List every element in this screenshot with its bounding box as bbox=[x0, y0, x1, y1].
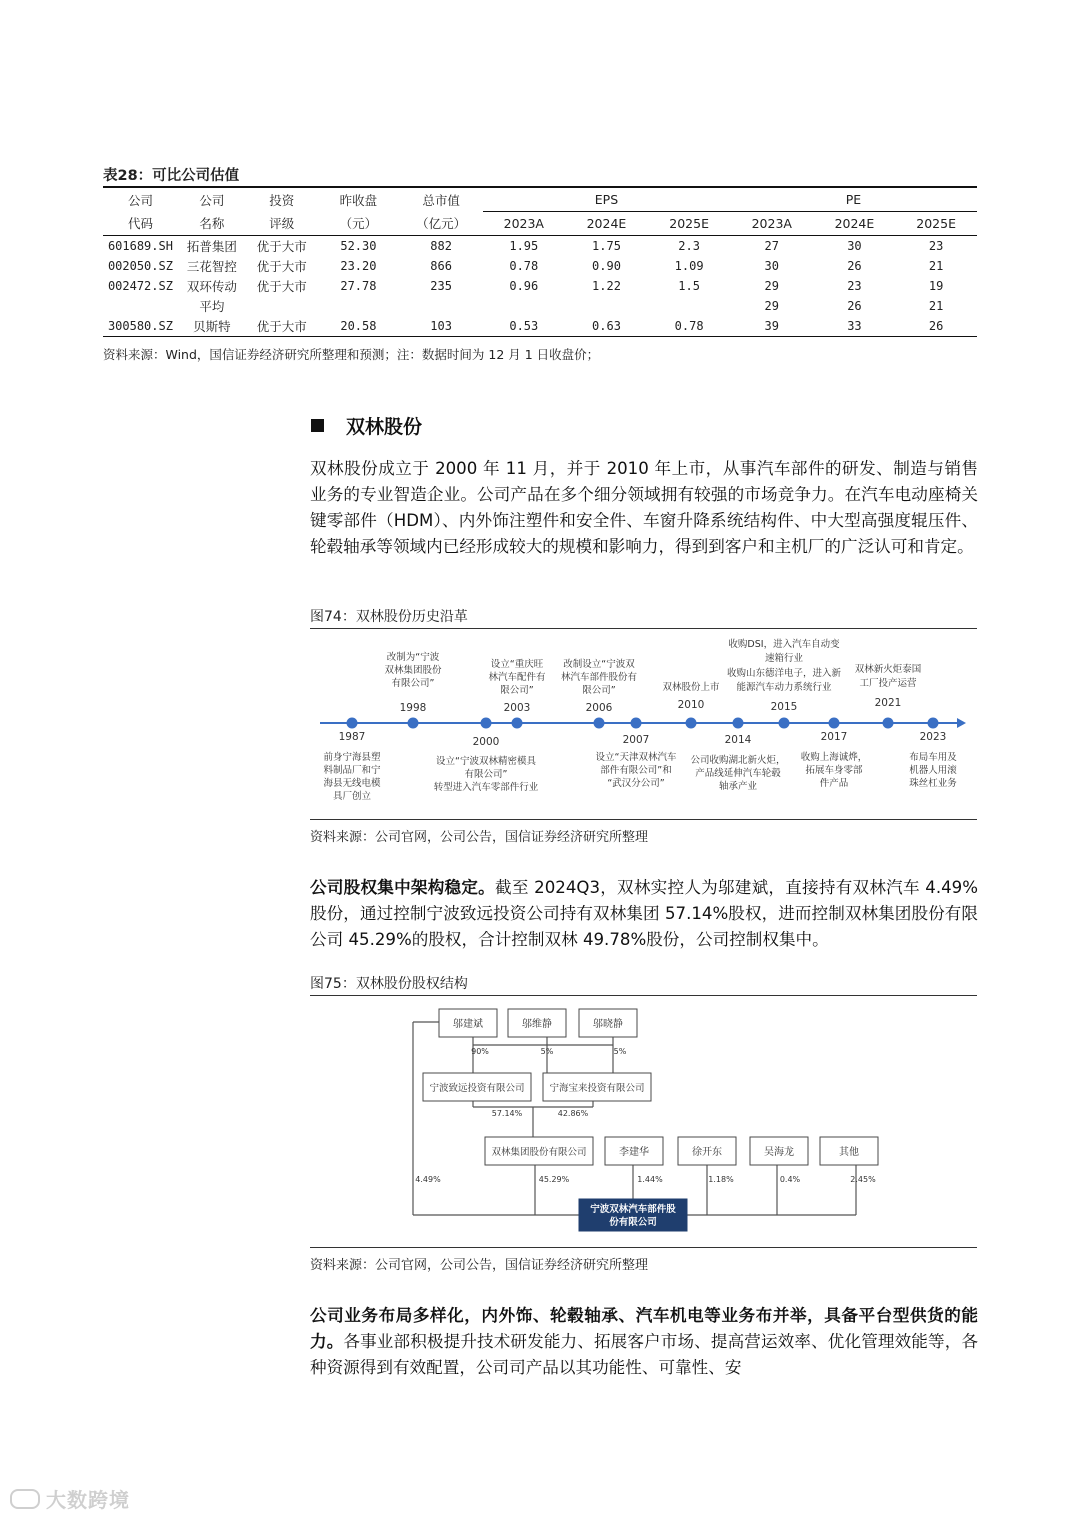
cell: 300580.SZ bbox=[103, 316, 178, 337]
cell: 优于大市 bbox=[246, 316, 318, 337]
timeline-event-text: 有限公司” bbox=[464, 769, 508, 780]
cell: 235 bbox=[430, 279, 452, 293]
cell: 103 bbox=[399, 316, 483, 337]
pct-label: 4.49% bbox=[415, 1175, 441, 1184]
divider bbox=[310, 628, 977, 629]
table-title: 表28：可比公司估值 bbox=[103, 168, 240, 184]
timeline-dot bbox=[594, 718, 605, 729]
cell: 26 bbox=[895, 316, 977, 337]
cell: 002472.SZ bbox=[107, 279, 173, 293]
header-cell: （亿元） bbox=[399, 212, 483, 236]
pct-label: 5% bbox=[540, 1047, 554, 1056]
watermark-logo-icon bbox=[10, 1489, 40, 1509]
cell bbox=[483, 296, 565, 316]
cell: 优于大市 bbox=[256, 279, 307, 294]
header-cell: 总市值 bbox=[399, 187, 483, 212]
timeline-event-text: 布局车用及 bbox=[909, 752, 957, 763]
cell: 23 bbox=[928, 239, 944, 253]
cell: 19 bbox=[928, 279, 944, 293]
header-cell: 公司 bbox=[103, 187, 178, 212]
target-company-label: 份有限公司 bbox=[609, 1217, 657, 1228]
timeline-event-text: 设立“重庆旺 bbox=[490, 659, 544, 670]
equity-paragraph bbox=[310, 875, 978, 953]
cell: 26 bbox=[847, 259, 862, 273]
business-paragraph-lead: 公司业务布局多样化，内外饰、轮毂轴承、汽车机电等业务布并举，具备平台型供货的能力。 bbox=[310, 1306, 978, 1351]
header-cell: 2024E bbox=[814, 212, 896, 236]
cell bbox=[318, 296, 400, 316]
cell: 1.75 bbox=[592, 239, 621, 253]
cell: 0.78 bbox=[648, 316, 730, 337]
cell: 30 bbox=[847, 239, 862, 253]
timeline-dot bbox=[512, 718, 523, 729]
figure-74-source: 资料来源：公司官网，公司公告，国信证券经济研究所整理 bbox=[310, 830, 649, 845]
cell bbox=[246, 296, 318, 316]
timeline-event-text: 能源汽车动力系统行业 bbox=[736, 682, 832, 693]
square-bullet-icon bbox=[311, 419, 324, 432]
person-label: 邬建斌 bbox=[453, 1019, 483, 1030]
target-company-label: 宁波双林汽车部件股 bbox=[590, 1204, 676, 1215]
header-cell: 代码 bbox=[103, 212, 178, 236]
timeline-dot bbox=[347, 718, 358, 729]
timeline-dot bbox=[631, 718, 642, 729]
figure-75-source: 资料来源：公司官网，公司公告，国信证券经济研究所整理 bbox=[310, 1258, 649, 1273]
cell: 0.78 bbox=[509, 259, 539, 273]
ownership-structure bbox=[310, 997, 977, 1245]
timeline-event-text: 限公司” bbox=[582, 685, 616, 696]
shareholder-label: 李建华 bbox=[619, 1147, 649, 1158]
cell bbox=[565, 296, 649, 316]
figure-75-title: 图75：双林股份股权结构 bbox=[310, 976, 468, 992]
header-cell: （元） bbox=[318, 212, 400, 236]
business-paragraph bbox=[310, 1303, 978, 1381]
timeline-dot bbox=[733, 718, 744, 729]
timeline-event-text: 收购DSI，进入汽车自动变 bbox=[728, 639, 840, 650]
timeline-event-text: 改制为“宁波 bbox=[386, 652, 440, 663]
timeline-dot bbox=[779, 718, 790, 729]
table-row bbox=[103, 236, 977, 257]
timeline-year: 2017 bbox=[820, 731, 848, 743]
pct-label: 45.29% bbox=[538, 1175, 570, 1184]
timeline-dot bbox=[408, 718, 419, 729]
cell: 0.96 bbox=[509, 279, 539, 293]
timeline-event-text: 双林股份上市 bbox=[662, 682, 720, 693]
cell: 20.58 bbox=[318, 316, 400, 337]
cell: 29 bbox=[764, 299, 779, 313]
cell: 1.5 bbox=[678, 279, 700, 293]
timeline-event-text: 公司收购湖北新火炬， bbox=[690, 755, 786, 766]
cell: 贝斯特 bbox=[178, 316, 246, 337]
pct-label: 0.4% bbox=[779, 1175, 801, 1184]
cell bbox=[648, 296, 730, 316]
header-cell: 投资 bbox=[246, 187, 318, 212]
timeline-event-text: 工厂投产运营 bbox=[859, 678, 917, 689]
cell: 52.30 bbox=[340, 239, 377, 253]
cell: 23.20 bbox=[340, 259, 377, 273]
timeline-year: 2003 bbox=[503, 702, 531, 714]
shareholder-label: 徐开东 bbox=[692, 1147, 722, 1158]
timeline-year: 2006 bbox=[585, 702, 613, 714]
divider bbox=[310, 819, 977, 820]
timeline-year: 2014 bbox=[724, 734, 752, 746]
person-label: 邬维静 bbox=[522, 1019, 552, 1030]
pct-label: 2.45% bbox=[850, 1175, 876, 1184]
valuation-table bbox=[103, 186, 977, 337]
business-paragraph-body: 各事业部积极提升技术研发能力、拓展客户市场、提高营运效率、优化管理效能等，各种资源得到有效配置，公司司产品以其功能性、可靠性、安 bbox=[310, 1332, 978, 1377]
timeline-event-text: 收购上海诚烨， bbox=[800, 752, 868, 763]
intro-paragraph: 双林股份成立于 2000 年 11 月，并于 2010 年上市，从事汽车部件的研发、制造与销售业务的专业智造企业。公司产品在多个细分领域拥有较强的市场竞争力。在汽车电动座椅关键零部件（HDM）、内外饰注塑件和安全件、车窗升降系统结构件、中大型高强度辊压件、轮毂轴承等领域内已经形成较大的规模和影响力，得到到客户和主机厂的广泛认可和肯定。 bbox=[310, 459, 978, 556]
timeline-event-text: “武汉分公司” bbox=[607, 778, 665, 789]
cell: 601689.SH bbox=[107, 239, 173, 253]
holdco-label: 宁海宝来投资有限公司 bbox=[549, 1083, 645, 1094]
cell: 23 bbox=[847, 279, 862, 293]
timeline-year: 2000 bbox=[472, 736, 500, 748]
timeline-event-text: 速箱行业 bbox=[764, 653, 804, 664]
timeline-event-text: 具厂创立 bbox=[332, 791, 372, 802]
history-timeline bbox=[310, 630, 977, 818]
watermark-text: 大数跨境 bbox=[46, 1488, 130, 1512]
cell bbox=[103, 296, 178, 316]
header-cell: 2024E bbox=[565, 212, 649, 236]
cell: 优于大市 bbox=[256, 239, 307, 254]
cell bbox=[399, 296, 483, 316]
timeline-event-text: 件产品 bbox=[819, 778, 849, 789]
table-row bbox=[103, 276, 977, 296]
cell: 1.95 bbox=[509, 239, 539, 253]
cell: 21 bbox=[928, 299, 944, 313]
timeline-event-text: 转型进入汽车零部件行业 bbox=[433, 782, 539, 793]
shareholder-label: 吴海龙 bbox=[764, 1147, 794, 1158]
timeline-event-text: 设立“天津双林汽车 bbox=[595, 752, 677, 763]
header-cell: 昨收盘 bbox=[318, 187, 400, 212]
header-cell: 评级 bbox=[246, 212, 318, 236]
holdco-label: 宁波致远投资有限公司 bbox=[429, 1083, 525, 1094]
cell: 0.90 bbox=[592, 259, 621, 273]
section-title: 双林股份 bbox=[346, 416, 423, 438]
cell: 1.09 bbox=[674, 259, 704, 273]
timeline-event-text: 机器人用滚 bbox=[909, 765, 957, 776]
timeline-event-text: 产品线延伸汽车轮毂 bbox=[695, 768, 781, 779]
cell: 2.3 bbox=[678, 239, 700, 253]
table-row bbox=[103, 316, 977, 337]
timeline-event-text: 前身宁海县塑 bbox=[323, 752, 381, 763]
timeline-event-text: 轴承产业 bbox=[718, 781, 758, 792]
pct-label: 1.18% bbox=[708, 1175, 734, 1184]
cell: 拓普集团 bbox=[186, 239, 237, 254]
timeline-event-text: 林汽车配件有 bbox=[488, 672, 546, 683]
timeline-dot bbox=[883, 718, 894, 729]
cell: 866 bbox=[430, 259, 452, 273]
cell: 0.63 bbox=[565, 316, 649, 337]
group-label: 双林集团股份有限公司 bbox=[491, 1147, 587, 1158]
timeline-event-text: 双林集团股份 bbox=[384, 665, 442, 676]
cell: 1.22 bbox=[592, 279, 621, 293]
cell: 0.53 bbox=[483, 316, 565, 337]
timeline-dot bbox=[928, 718, 939, 729]
timeline-dot bbox=[686, 718, 697, 729]
header-cell: 名称 bbox=[178, 212, 246, 236]
equity-paragraph-body: 截至 2024Q3，双林实控人为邬建斌，直接持有双林汽车 4.49%股份，通过控制宁波致远投资公司持有双林集团 57.14%股权，进而控制双林集团股份有限公司 45.29%的股权，合计控制双林 49.78%股份，公司控制权集中。 bbox=[310, 878, 978, 949]
divider bbox=[310, 1247, 977, 1248]
figure-74-title: 图74：双林股份历史沿革 bbox=[310, 609, 468, 625]
timeline-year: 1987 bbox=[338, 731, 366, 743]
pct-label: 42.86% bbox=[557, 1109, 589, 1118]
cell: 30 bbox=[764, 259, 779, 273]
equity-paragraph-lead: 公司股权集中架构稳定。 bbox=[310, 878, 496, 897]
header-cell: 2025E bbox=[895, 212, 977, 236]
timeline-event-text: 限公司” bbox=[500, 685, 534, 696]
header-cell: 2025E bbox=[648, 212, 730, 236]
person-label: 邬晓静 bbox=[593, 1019, 623, 1030]
timeline-event-text: 改制设立“宁波双 bbox=[563, 659, 635, 670]
header-cell: 2023A bbox=[730, 212, 814, 236]
timeline-event-text: 部件有限公司”和 bbox=[600, 765, 672, 776]
timeline-event-text: 林汽车部件股份有 bbox=[560, 672, 638, 683]
cell: 26 bbox=[847, 299, 862, 313]
cell: 27 bbox=[764, 239, 779, 253]
pct-label: 5% bbox=[613, 1047, 627, 1056]
pct-label: 1.44% bbox=[637, 1175, 663, 1184]
timeline-event-text: 料制品厂和宁 bbox=[323, 765, 381, 776]
cell: 平均 bbox=[199, 299, 225, 314]
table-source: 资料来源：Wind，国信证券经济研究所整理和预测；注：数据时间为 12 月 1 日收盘价； bbox=[103, 347, 600, 362]
timeline-event-text: 双林新火炬泰国 bbox=[854, 664, 922, 675]
cell: 33 bbox=[814, 316, 896, 337]
shareholder-label: 其他 bbox=[839, 1147, 859, 1158]
cell: 优于大市 bbox=[256, 259, 307, 274]
pct-label: 57.14% bbox=[491, 1109, 523, 1118]
header-eps: EPS bbox=[483, 187, 730, 212]
cell: 29 bbox=[764, 279, 779, 293]
pct-label: 90% bbox=[471, 1047, 489, 1056]
watermark bbox=[10, 1484, 130, 1513]
timeline-event-text: 珠丝杠业务 bbox=[909, 778, 957, 789]
divider bbox=[310, 995, 977, 996]
timeline-event-text: 设立“宁波双林精密模具 bbox=[436, 756, 536, 767]
table-row bbox=[103, 256, 977, 276]
timeline-event-text: 海县无线电模 bbox=[323, 778, 381, 789]
table-row-average bbox=[103, 296, 977, 316]
cell: 002050.SZ bbox=[107, 259, 173, 273]
timeline-year: 1998 bbox=[399, 702, 427, 714]
cell: 三花智控 bbox=[186, 259, 237, 274]
timeline-event-text: 有限公司” bbox=[391, 678, 435, 689]
timeline-dot bbox=[829, 718, 840, 729]
timeline-year: 2007 bbox=[622, 734, 650, 746]
cell: 27.78 bbox=[340, 279, 377, 293]
header-cell: 2023A bbox=[483, 212, 565, 236]
timeline-event-text: 收购山东德洋电子，进入新 bbox=[726, 668, 842, 679]
timeline-year: 2021 bbox=[874, 697, 902, 709]
timeline-event-text: 拓展车身零部 bbox=[805, 765, 863, 776]
timeline-year: 2015 bbox=[770, 701, 798, 713]
cell: 882 bbox=[430, 239, 452, 253]
section-heading bbox=[311, 412, 422, 439]
timeline-arrow-icon bbox=[957, 718, 966, 728]
cell: 21 bbox=[928, 259, 944, 273]
timeline-dot bbox=[481, 718, 492, 729]
cell: 双环传动 bbox=[186, 279, 237, 294]
timeline-year: 2023 bbox=[919, 731, 947, 743]
header-pe: PE bbox=[730, 187, 977, 212]
header-cell: 公司 bbox=[178, 187, 246, 212]
cell: 39 bbox=[730, 316, 814, 337]
timeline-year: 2010 bbox=[677, 699, 705, 711]
